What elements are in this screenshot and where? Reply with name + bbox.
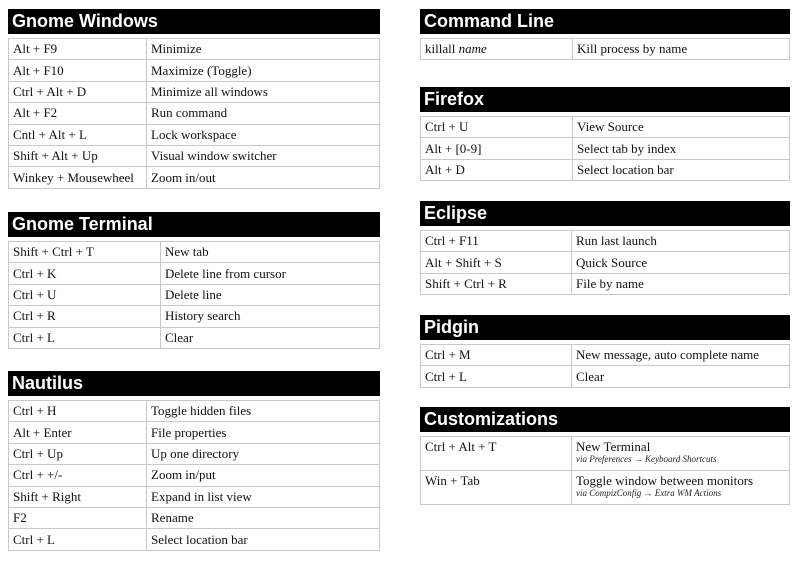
command-line-table (420, 38, 790, 60)
table-row (421, 117, 790, 138)
shortcut-action (572, 437, 790, 471)
action-label: New Terminal (576, 439, 651, 454)
shortcut-action: New tab (161, 242, 380, 263)
table-row (9, 263, 380, 284)
shortcut-key: Alt + [0-9] (421, 138, 573, 159)
command-line-title: Command Line (420, 9, 790, 34)
table-row (421, 345, 790, 366)
shortcut-action: File properties (147, 422, 380, 443)
shortcut-key: Alt + Shift + S (421, 252, 572, 273)
eclipse-title: Eclipse (420, 201, 790, 226)
customizations-title: Customizations (420, 407, 790, 432)
table-row (9, 103, 380, 124)
table-row (421, 471, 790, 505)
shortcut-action: Zoom in/out (147, 167, 380, 188)
table-row (9, 507, 380, 528)
action-note: via Preferences → Keyboard Shortcuts (576, 454, 717, 464)
action-note: via CompizConfig → Extra WM Actions (576, 488, 722, 498)
table-row (421, 366, 790, 387)
shortcut-key: Ctrl + U (9, 284, 161, 305)
shortcut-key: Ctrl + +/- (9, 465, 147, 486)
gnome-terminal-table (8, 241, 380, 349)
shortcut-key: Shift + Ctrl + T (9, 242, 161, 263)
command-name: killall (425, 41, 459, 57)
firefox-title: Firefox (420, 87, 790, 112)
table-row (421, 252, 790, 273)
table-row (9, 327, 380, 348)
shortcut-key: Ctrl + Alt + D (9, 81, 147, 102)
table-row (9, 465, 380, 486)
shortcut-action: Clear (161, 327, 380, 348)
firefox-table (420, 116, 790, 181)
pidgin-section (420, 315, 790, 388)
table-row (9, 81, 380, 102)
shortcut-key: Win + Tab (421, 471, 572, 505)
shortcut-key: Ctrl + U (421, 117, 573, 138)
shortcut-key: Alt + F9 (9, 39, 147, 60)
shortcut-key (421, 39, 573, 60)
pidgin-table (420, 344, 790, 388)
shortcut-action: Rename (147, 507, 380, 528)
shortcut-key: Ctrl + Up (9, 443, 147, 464)
table-row (421, 273, 790, 294)
shortcut-key: Alt + F10 (9, 60, 147, 81)
table-row (9, 124, 380, 145)
table-row (9, 306, 380, 327)
shortcut-action: Run last launch (572, 231, 790, 252)
shortcut-action: Clear (572, 366, 790, 387)
shortcut-action: Expand in list view (147, 486, 380, 507)
shortcut-action (572, 471, 790, 505)
shortcut-key: Shift + Right (9, 486, 147, 507)
shortcut-action: Quick Source (572, 252, 790, 273)
shortcut-key: Cntl + Alt + L (9, 124, 147, 145)
customizations-section (420, 407, 790, 505)
nautilus-table (8, 400, 380, 551)
shortcut-key: Ctrl + L (421, 366, 572, 387)
shortcut-action: Minimize (147, 39, 380, 60)
table-row (9, 443, 380, 464)
gnome-windows-table (8, 38, 380, 189)
shortcut-action: Visual window switcher (147, 145, 380, 166)
table-row (9, 242, 380, 263)
shortcut-action: Zoom in/put (147, 465, 380, 486)
shortcut-key: Alt + F2 (9, 103, 147, 124)
shortcut-key: Ctrl + L (9, 327, 161, 348)
table-row (9, 486, 380, 507)
shortcut-key: Alt + D (421, 159, 573, 180)
table-row (9, 60, 380, 81)
shortcut-action: History search (161, 306, 380, 327)
table-row (421, 437, 790, 471)
shortcut-action: Run command (147, 103, 380, 124)
table-row (9, 145, 380, 166)
shortcut-action: Maximize (Toggle) (147, 60, 380, 81)
shortcut-key: Ctrl + F11 (421, 231, 572, 252)
table-row (421, 159, 790, 180)
command-line-section (420, 9, 790, 60)
table-row (421, 231, 790, 252)
command-argument: name (458, 41, 487, 57)
customizations-table (420, 436, 790, 505)
shortcut-key: Winkey + Mousewheel (9, 167, 147, 188)
gnome-windows-section (8, 9, 380, 189)
shortcut-key: Ctrl + M (421, 345, 572, 366)
shortcut-key: Shift + Ctrl + R (421, 273, 572, 294)
shortcut-action: Up one directory (147, 443, 380, 464)
shortcut-action: Select tab by index (573, 138, 790, 159)
pidgin-title: Pidgin (420, 315, 790, 340)
shortcut-key: Shift + Alt + Up (9, 145, 147, 166)
shortcut-key: Ctrl + Alt + T (421, 437, 572, 471)
table-row (9, 284, 380, 305)
table-row (9, 422, 380, 443)
action-label: Toggle window between monitors (576, 473, 754, 488)
firefox-section (420, 87, 790, 181)
nautilus-section (8, 371, 380, 551)
table-row (9, 167, 380, 188)
shortcut-action: File by name (572, 273, 790, 294)
shortcut-key: Ctrl + R (9, 306, 161, 327)
shortcut-key: Ctrl + L (9, 529, 147, 550)
shortcut-action: Kill process by name (573, 39, 790, 60)
shortcut-action: Lock workspace (147, 124, 380, 145)
table-row (9, 39, 380, 60)
shortcut-key: F2 (9, 507, 147, 528)
shortcut-action: Minimize all windows (147, 81, 380, 102)
shortcut-action: Toggle hidden files (147, 401, 380, 422)
shortcut-action: View Source (573, 117, 790, 138)
shortcut-action: Select location bar (573, 159, 790, 180)
gnome-terminal-section (8, 212, 380, 349)
eclipse-section (420, 201, 790, 295)
shortcut-action: Delete line (161, 284, 380, 305)
table-row (9, 401, 380, 422)
table-row (9, 529, 380, 550)
shortcut-action: Select location bar (147, 529, 380, 550)
gnome-terminal-title: Gnome Terminal (8, 212, 380, 237)
eclipse-table (420, 230, 790, 295)
shortcut-key: Alt + Enter (9, 422, 147, 443)
gnome-windows-title: Gnome Windows (8, 9, 380, 34)
shortcut-action: Delete line from cursor (161, 263, 380, 284)
table-row (421, 39, 790, 60)
nautilus-title: Nautilus (8, 371, 380, 396)
shortcut-key: Ctrl + H (9, 401, 147, 422)
shortcut-key: Ctrl + K (9, 263, 161, 284)
table-row (421, 138, 790, 159)
shortcut-action: New message, auto complete name (572, 345, 790, 366)
